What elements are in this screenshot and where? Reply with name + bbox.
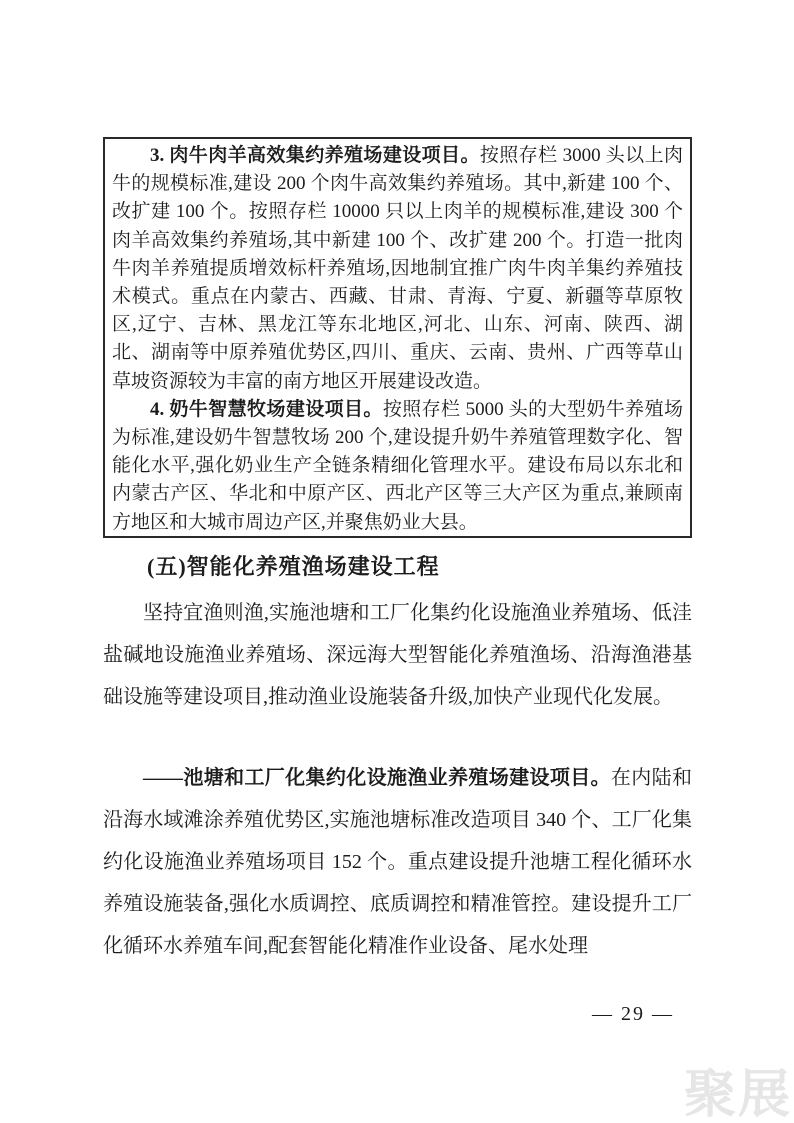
watermark-text: 聚展 xyxy=(683,1066,792,1123)
section-intro-text: 坚持宜渔则渔,实施池塘和工厂化集约化设施渔业养殖场、低洼盐碱地设施渔业养殖场、深远海大型智能化养殖渔场、沿海渔港基础设施等建设项目,推动渔业设施装备升级,加快产业现代化发展。 xyxy=(103,602,692,708)
section-sub-item-title: ——池塘和工厂化集约化设施渔业养殖场建设项目。 xyxy=(143,767,611,789)
box-paragraph-item-3-title: 3. 肉牛肉羊高效集约养殖场建设项目。 xyxy=(150,145,480,166)
box-paragraph-item-4-title: 4. 奶牛智慧牧场建设项目。 xyxy=(150,398,383,420)
box-paragraph-item-3-body: 按照存栏 3000 头以上肉牛的规模标准,建设 200 个肉牛高效集约养殖场。其中,新建 100 个、改扩建 100 个。按照存栏 10000 只以上肉羊的规模标准,建设 300 个肉羊高效集约养殖场,其中新建 100 个、改扩建 200 个。打造一批肉牛肉羊养殖提质增效标杆养殖场,因地制宜推广肉牛肉羊集约养殖技术模式。重点在内蒙古、西藏、甘肃、青海、宁夏、新疆等草原牧区,辽宁、吉林、黑龙江等东北地区,河北、山东、河南、陕西、湖北、湖南等中原养殖优势区,四川、重庆、云南、贵州、广西等草山草坡资源较为丰富的南方地区开展建设改造。 xyxy=(112,145,683,392)
box-paragraph-item-3 xyxy=(112,142,683,396)
box-paragraph-item-4-body: 按照存栏 5000 头的大型奶牛养殖场为标准,建设奶牛智慧牧场 200 个,建设提升奶牛养殖管理数字化、智能化水平,强化奶业生产全链条精细化管理水平。建设布局以东北和内蒙古产区、华北和中原产区、西北产区等三大产区为重点,兼顾南方地区和大城市周边产区,并聚焦奶业大县。 xyxy=(112,398,683,533)
section-intro-paragraph xyxy=(103,592,692,718)
project-items-box xyxy=(103,137,692,538)
box-paragraph-item-4 xyxy=(112,396,683,537)
section-sub-item-paragraph xyxy=(103,757,692,967)
section-heading: (五)智能化养殖渔场建设工程 xyxy=(147,554,440,579)
section-sub-item-body: 在内陆和沿海水域滩涂养殖优势区,实施池塘标准改造项目 340 个、工厂化集约化设施渔业养殖场项目 152 个。重点建设提升池塘工程化循环水养殖设施装备,强化水质调控、底质调控和精准管控。建设提升工厂化循环水养殖车间,配套智能化精准作业设备、尾水处理 xyxy=(103,767,693,957)
page-number: — 29 — xyxy=(592,1003,674,1025)
